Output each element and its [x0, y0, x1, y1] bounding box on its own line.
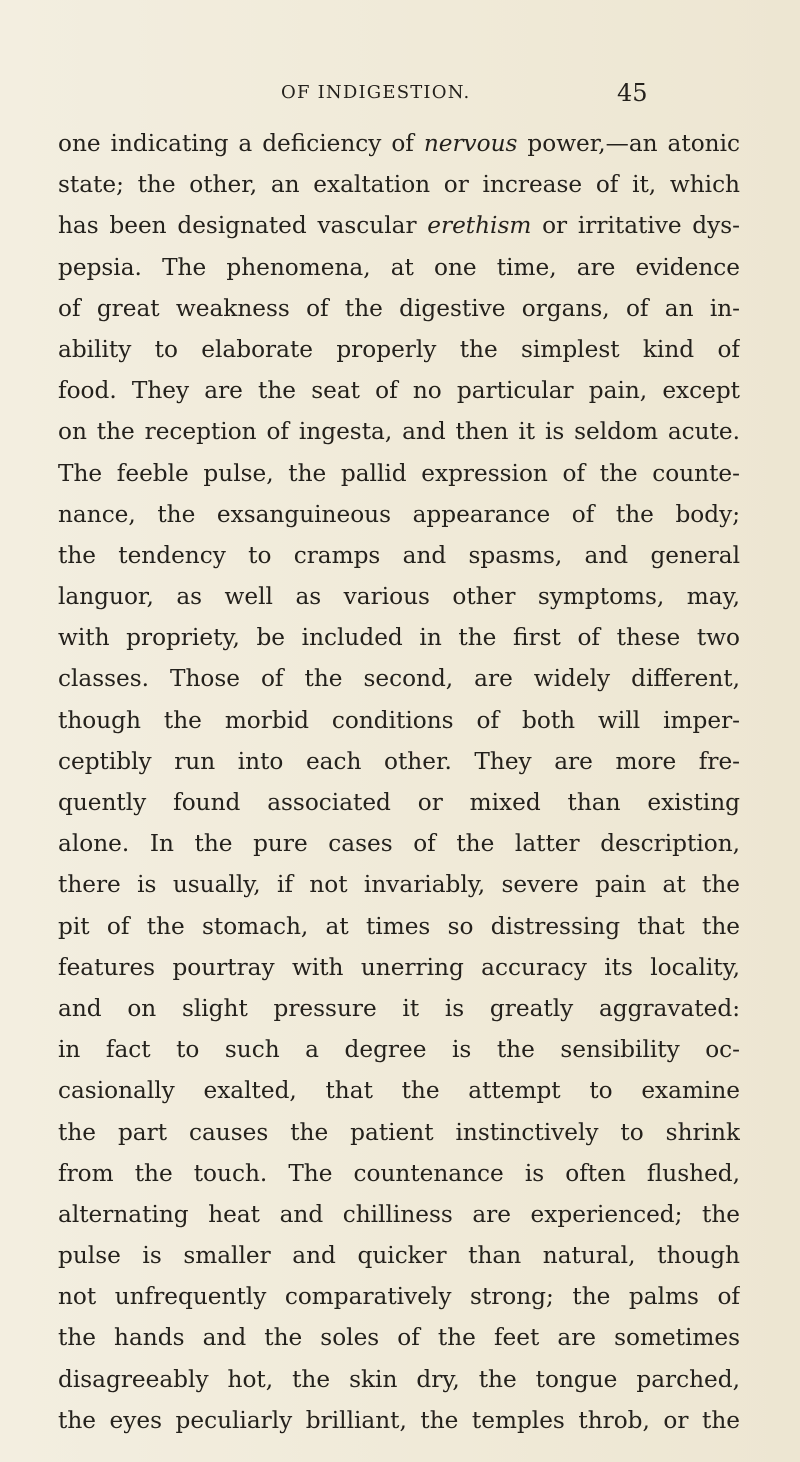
- running-head: [0, 79, 800, 112]
- text-line: the eyes peculiarly brilliant, the temples throb, or the: [58, 1406, 740, 1434]
- line-text-before-italic: one indicating a deficiency of: [58, 130, 424, 157]
- text-line: of great weakness of the digestive organs, of an in-: [58, 294, 740, 322]
- text-line: languor, as well as various other symptoms, may,: [58, 583, 740, 611]
- italic-word: nervous: [423, 130, 518, 157]
- text-line: on the reception of ingesta, and then it is seldom acute.: [58, 418, 740, 446]
- text-line: disagreeably hot, the skin dry, the tongue parched,: [58, 1365, 740, 1393]
- text-line: the part causes the patient instinctively to shrink: [58, 1118, 740, 1146]
- italic-word: erethism: [427, 212, 532, 240]
- text-line: food. They are the seat of no particular pain, except: [58, 377, 740, 405]
- text-line: alternating heat and chilliness are experienced; the: [58, 1200, 740, 1228]
- text-line: and on slight pressure it is greatly aggravated:: [58, 994, 740, 1022]
- line-text-before-italic: has been designated vascular: [58, 212, 428, 240]
- line-text-after-italic: or irritative dys-: [531, 212, 740, 240]
- text-line: with propriety, be included in the first of these two: [58, 624, 740, 652]
- text-line: The feeble pulse, the pallid expression of the counte-: [58, 459, 740, 487]
- text-line: there is usually, if not invariably, severe pain at the: [58, 871, 740, 899]
- text-line: ceptibly run into each other. They are more fre-: [58, 747, 740, 775]
- text-line: though the morbid conditions of both will imper-: [58, 706, 740, 734]
- text-line: casionally exalted, that the attempt to examine: [58, 1077, 740, 1105]
- text-line: [58, 205, 740, 246]
- text-line: from the touch. The countenance is often flushed,: [58, 1159, 740, 1187]
- text-line: ability to elaborate properly the simplest kind of: [58, 335, 740, 363]
- text-line: in fact to such a degree is the sensibility oc-: [58, 1036, 740, 1064]
- body-text: [58, 123, 740, 1441]
- page-number: 45: [617, 79, 648, 107]
- running-title: OF INDIGESTION.: [281, 82, 471, 103]
- text-line: alone. In the pure cases of the latter description,: [58, 830, 740, 858]
- text-line: not unfrequently comparatively strong; the palms of: [58, 1283, 740, 1311]
- text-line: pepsia. The phenomena, at one time, are evidence: [58, 253, 740, 281]
- text-line: [58, 123, 740, 164]
- text-line: nance, the exsanguineous appearance of the body;: [58, 500, 740, 528]
- text-line: pulse is smaller and quicker than natural, though: [58, 1242, 740, 1270]
- text-line: the tendency to cramps and spasms, and general: [58, 541, 740, 569]
- text-line: pit of the stomach, at times so distressing that the: [58, 912, 740, 940]
- text-line: the hands and the soles of the feet are sometimes: [58, 1324, 740, 1352]
- text-line: state; the other, an exaltation or increase of it, which: [58, 171, 740, 199]
- text-line: features pourtray with unerring accuracy its locality,: [58, 953, 740, 981]
- text-line: classes. Those of the second, are widely different,: [58, 665, 740, 693]
- line-text-after-italic: power,—an atonic: [517, 130, 740, 157]
- text-line: quently found associated or mixed than existing: [58, 789, 740, 816]
